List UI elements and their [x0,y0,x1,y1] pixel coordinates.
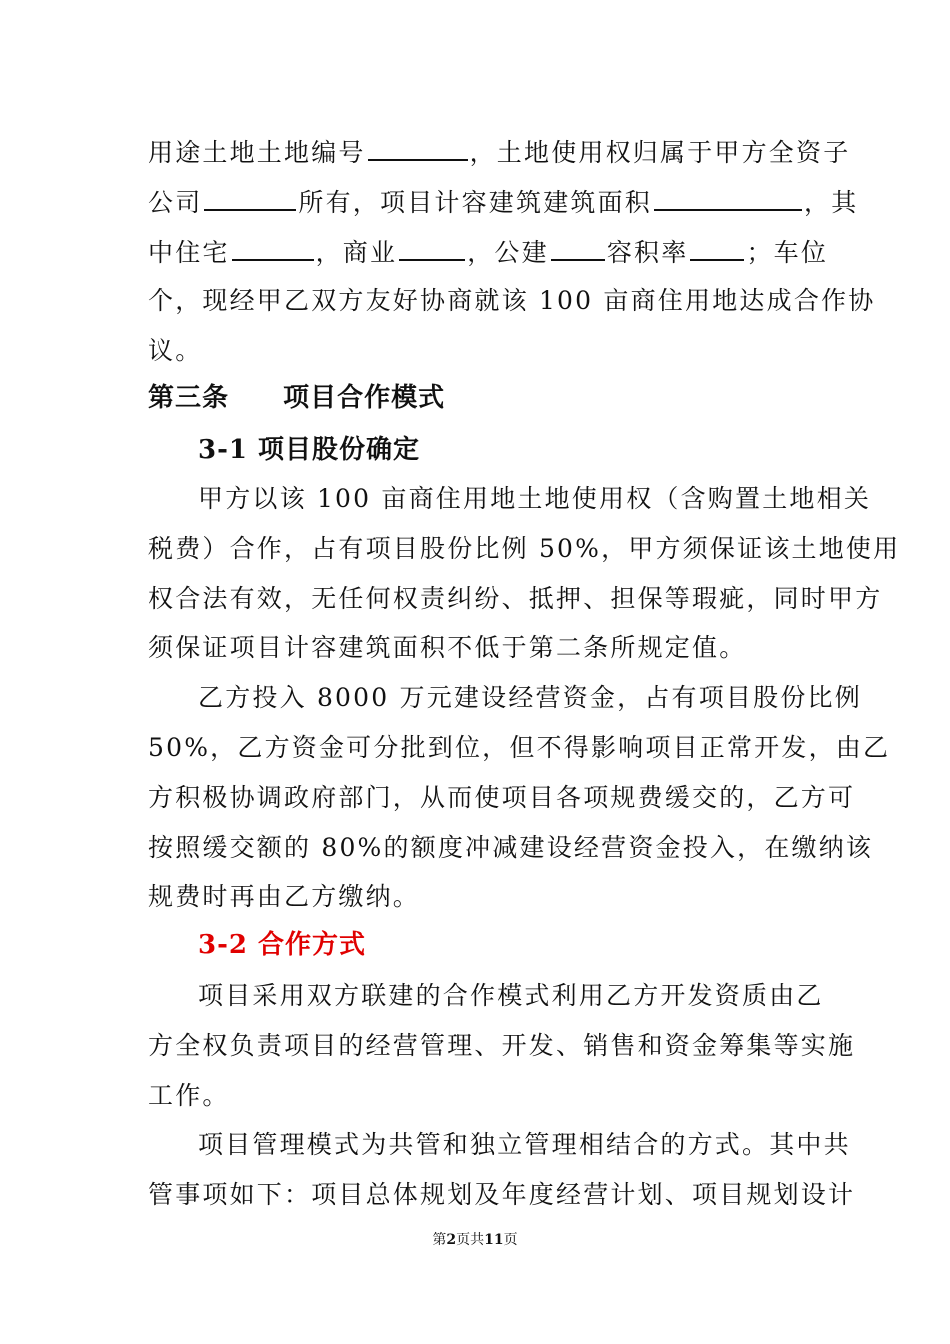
residential-blank [232,235,314,261]
section-3-1-para2-line: 方积极协调政府部门，从而使项目各项规费缓交的，乙方可 [148,783,856,812]
total-pages: 11 [484,1232,504,1248]
para1-text: ，公建 [467,238,549,267]
current-page: 2 [446,1232,457,1248]
para1-text: ，商业 [315,238,398,267]
section-3-2-para1-line: 工作。 [148,1081,230,1110]
section-3-1-para2-line: 50%，乙方资金可分批到位，但不得影响项目正常开发，由乙 [148,733,891,762]
page-number-footer [0,1231,950,1249]
commercial-blank [399,235,465,261]
para1-line5: 议。 [148,336,203,365]
para1-text: ；车位 [746,238,829,267]
para1-text: 所有，项目计容建筑建筑面积 [298,188,653,217]
para1-text: 中住宅 [148,238,230,267]
para1-line4: 个，现经甲乙双方友好协商就该 100 亩商住用地达成合作协 [148,286,876,315]
section-3-2-title: 3-2 合作方式 [198,930,367,960]
article-title: 项目合作模式 [283,383,446,413]
section-3-1-para1-line: 须保证项目计容建筑面积不低于第二条所规定值。 [148,633,747,662]
public-building-blank [551,235,605,261]
plot-ratio-blank [690,235,744,261]
section-3-1-para1-line: 税费）合作，占有项目股份比例 50%，甲方须保证该土地使用 [148,534,901,563]
company-blank [204,185,296,211]
para1-text: ，土地使用权归属于甲方全资子 [469,138,851,167]
land-number-blank [368,135,468,161]
footer-text: 页 [503,1232,518,1248]
para1-line3 [148,235,828,269]
section-3-1-para2-line: 规费时再由乙方缴纳。 [148,882,421,911]
floor-area-blank [654,185,802,211]
section-3-2-para1-line: 方全权负责项目的经营管理、开发、销售和资金筹集等实施 [148,1031,856,1060]
footer-text: 页共 [456,1232,485,1248]
section-3-2-para1-line: 项目采用双方联建的合作模式利用乙方开发资质由乙 [198,981,824,1010]
footer-text: 第 [432,1232,447,1248]
section-3-1-para2-line: 乙方投入 8000 万元建设经营资金，占有项目股份比例 [198,683,862,712]
para1-text: 公司 [148,188,203,217]
section-3-1-para1-line: 权合法有效，无任何权责纠纷、抵押、担保等瑕疵，同时甲方 [148,584,883,613]
section-3-1-title: 3-1 项目股份确定 [198,435,421,465]
section-3-2-para2-line: 管事项如下：项目总体规划及年度经营计划、项目规划设计 [148,1180,856,1209]
para1-line2 [148,185,858,219]
article-heading [148,382,445,414]
para1-text: ，其 [804,188,859,217]
section-3-2-para2-line: 项目管理模式为共管和独立管理相结合的方式。其中共 [198,1130,851,1159]
para1-line1 [148,135,850,169]
para1-text: 用途土地土地编号 [148,138,366,167]
section-3-1-para1-line: 甲方以该 100 亩商住用地土地使用权（含购置土地相关 [198,484,872,513]
para1-text: 容积率 [606,238,689,267]
article-number: 第三条 [148,383,230,413]
section-3-1-para2-line: 按照缓交额的 80%的额度冲减建设经营资金投入，在缴纳该 [148,833,874,862]
